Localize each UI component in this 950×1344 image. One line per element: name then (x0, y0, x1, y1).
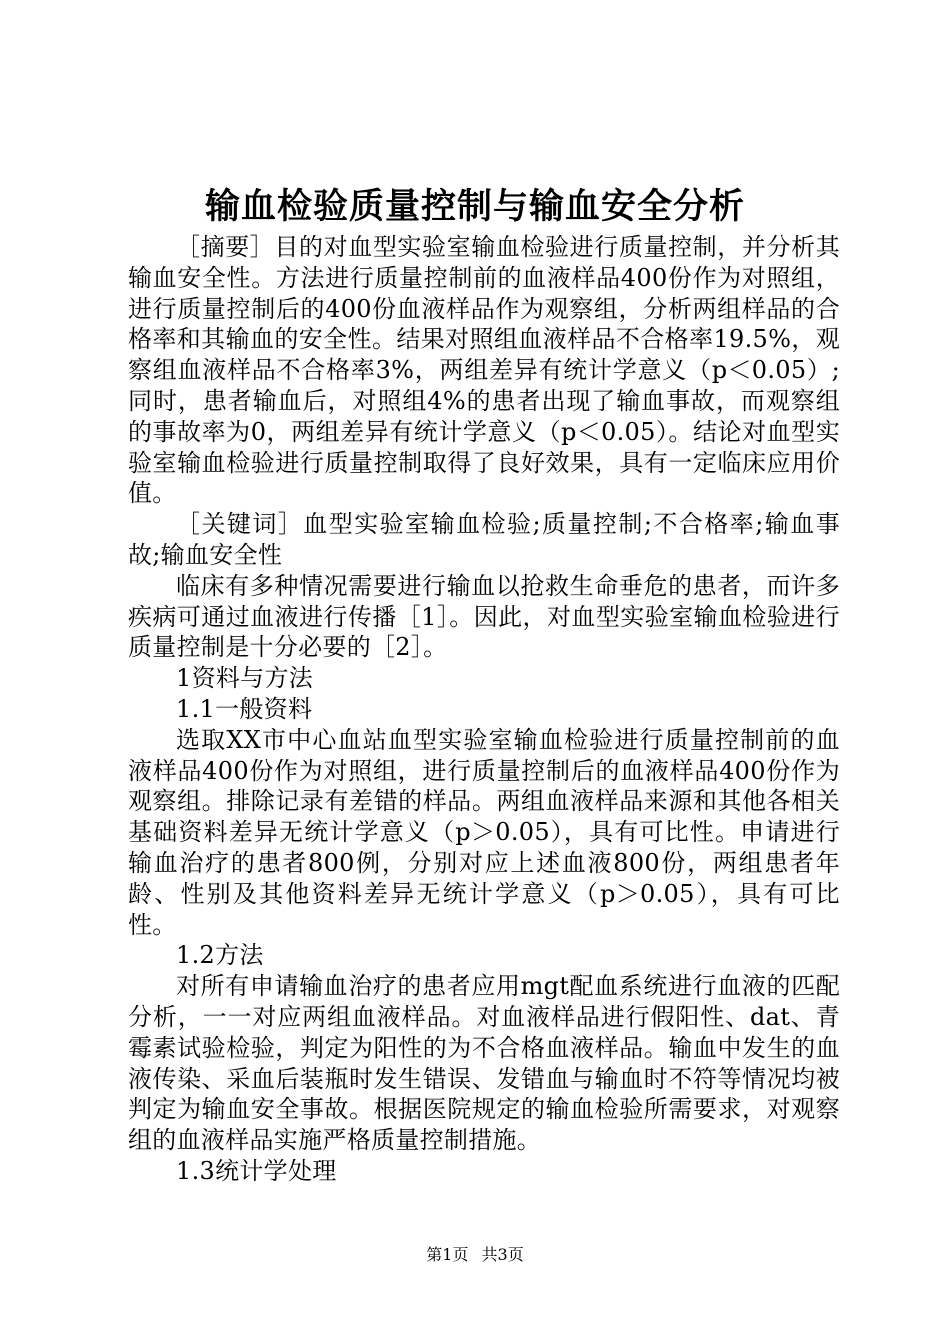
keywords-paragraph: ［关键词］血型实验室输血检验;质量控制;不合格率;输血事故;输血安全性 (128, 510, 840, 569)
document-title: 输血检验质量控制与输血安全分析 (204, 186, 745, 227)
abstract-paragraph: ［摘要］目的对血型实验室输血检验进行质量控制，并分析其输血安全性。方法进行质量控制前的血液样品400份作为对照组，进行质量控制后的400份血液样品作为观察组，分析两组样品的合格率和其输血的安全性。结果对照组血液样品不合格率19.5%，观察组血液样品不合格率3%，两组差异有统计学意义（p＜0.05）;同时，患者输血后，对照组4%的患者出现了输血事故，而观察组的事故率为0，两组差异有统计学意义（p＜0.05）。结论对血型实验室输血检验进行质量控制取得了良好效果，具有一定临床应用价值。 (128, 233, 840, 508)
subsection-heading: 1.1一般资料 (176, 694, 313, 723)
methods-paragraph: 对所有申请输血治疗的患者应用mgt配血系统进行血液的匹配分析，一一对应两组血液样品。对血液样品进行假阳性、dat、青霉素试验检验，判定为阳性的为不合格血液样品。输血中发生的血液传染、采血后装瓶时发生错误、发错血与输血时不符等情况均被判定为输血安全事故。根据医院规定的输血检验所需要求，对观察组的血液样品实施严格质量控制措施。 (128, 972, 840, 1155)
document-body (128, 232, 840, 1187)
intro-paragraph: 临床有多种情况需要进行输血以抢救生命垂危的患者，而许多疾病可通过血液进行传播［1］。因此，对血型实验室输血检验进行质量控制是十分必要的［2］。 (128, 571, 840, 662)
subsection-heading: 1.3统计学处理 (176, 1156, 337, 1185)
page-footer (0, 1243, 950, 1267)
page-number: 第1页 (426, 1245, 469, 1264)
page-total: 共3页 (481, 1245, 524, 1264)
general-data-paragraph: 选取XX市中心血站血型实验室输血检验进行质量控制前的血液样品400份作为对照组，进行质量控制后的血液样品400份作为观察组。排除记录有差错的样品。两组血液样品来源和其他各相关基础资料差异无统计学意义（p＞0.05），具有可比性。申请进行输血治疗的患者800例，分别对应上述血液800份，两组患者年龄、性别及其他资料差异无统计学意义（p＞0.05），具有可比性。 (128, 725, 840, 939)
section-heading: 1资料与方法 (176, 664, 314, 693)
subsection-heading: 1.2方法 (176, 941, 264, 970)
